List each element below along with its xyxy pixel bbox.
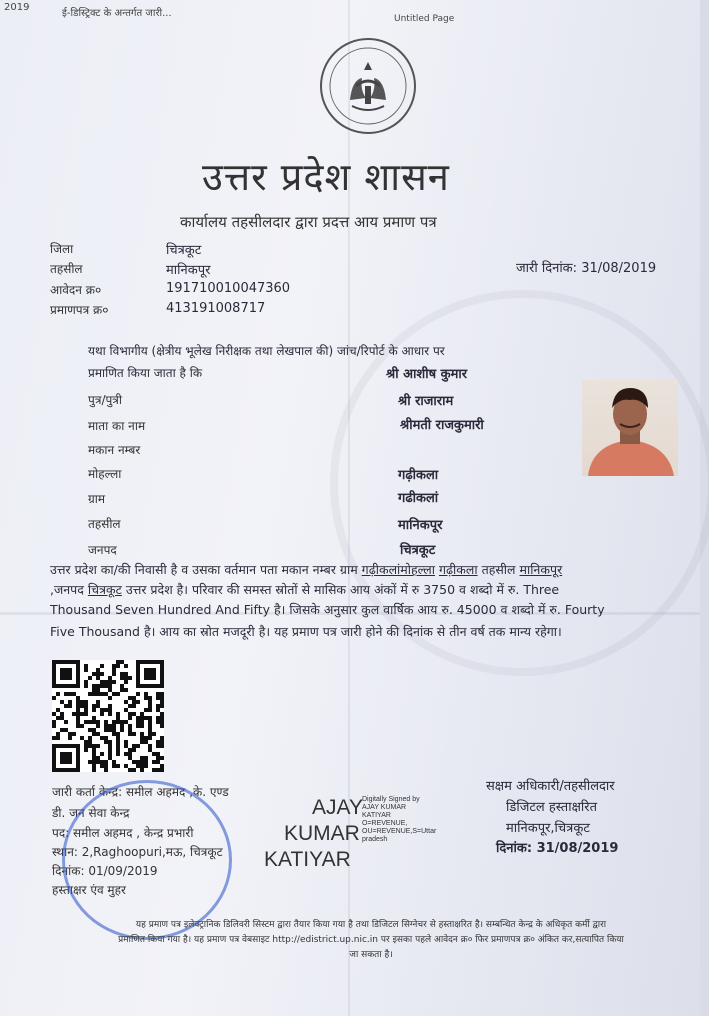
digital-sig-line: OU=REVENUE,S=Uttar (362, 828, 437, 835)
body-text: ,जनपद (50, 582, 88, 597)
qr-code (52, 660, 164, 772)
village-value: गढीकलां (398, 491, 439, 506)
locality-text: गढ़ीकला (438, 562, 478, 577)
body-line-4: Five Thousand है। आय का स्रोत मजदूरी है। यह प्रमाण पत्र जारी होने की दिनांक से तीन वर्ष तक मान्य रहेगा। (50, 624, 562, 639)
person-tehsil-value: मानिकपूर (398, 518, 443, 533)
up-govt-emblem (320, 38, 416, 134)
official-stamp (62, 780, 232, 940)
page-title: उत्तर प्रदेश शासन (202, 155, 450, 199)
applicant-photo (582, 380, 678, 476)
district-value: चित्रकूट (166, 243, 202, 258)
application-no-label: आवेदन क्र० (50, 283, 102, 297)
locality-value: गढ़ीकला (398, 468, 439, 483)
house-no-label: मकान नम्बर (88, 443, 141, 457)
tehsil-value: मानिकपूर (166, 263, 211, 278)
issuer-line-1: जारी कर्ता केन्द्र: समील अहमद ,के. एण्ड (52, 785, 229, 799)
authority-date (496, 838, 618, 856)
signer-name-2: KUMAR (284, 822, 360, 845)
issuer-line-6: हस्ताक्षर एंव मुहर (52, 883, 126, 897)
footer-line-2: प्रमाणित किया गया है। यह प्रमाण पत्र वेबसाइट http://edistrict.up.nic.in पर इसका पहले आवेदन क्र० फिर प्रमाणपत्र क्र० अंकित कर,सत्यापित किया (118, 935, 624, 945)
intro-line-2: प्रमाणित किया जाता है कि (88, 366, 203, 380)
tehsil-text-label: तहसील (477, 562, 520, 577)
father-value: श्री राजाराम (398, 394, 454, 409)
person-district-value: चित्रकूट (400, 543, 436, 558)
district-text: चित्रकूट (87, 582, 122, 597)
signer-name-1: AJAY (312, 796, 363, 819)
village-text: गढ़ीकलांमोहल्ला (361, 562, 435, 577)
issuer-line-3: पद: समील अहमद , केन्द्र प्रभारी (52, 826, 194, 840)
issue-date (516, 258, 656, 276)
district-label: जिला (50, 242, 74, 256)
authority-line-1: सक्षम अधिकारी/तहसीलदार (486, 779, 615, 794)
father-label: पुत्र/पुत्री (88, 393, 123, 407)
tehsil-text: मानिकपूर (519, 562, 563, 577)
body-line-2 (50, 580, 559, 600)
tehsil-label: तहसील (50, 262, 83, 276)
mother-label: माता का नाम (88, 419, 146, 433)
body-line-1 (50, 560, 562, 580)
qr-code-icon (52, 660, 164, 772)
emblem-icon (322, 40, 414, 132)
footer-note (56, 918, 686, 963)
person-photo-icon (582, 380, 678, 476)
digital-sig-line: KATIYAR (362, 812, 391, 819)
digital-sig-line: Digitally Signed by (362, 796, 420, 803)
digital-sig-line: pradesh (362, 836, 388, 843)
digital-signature-text (362, 796, 436, 844)
applicant-name: श्री आशीष कुमार (386, 367, 468, 382)
authority-date-value: 31/08/2019 (536, 841, 619, 856)
issue-date-label: जारी दिनांक: (516, 261, 578, 276)
village-label: ग्राम (88, 492, 106, 506)
locality-label: मोहल्ला (88, 467, 122, 481)
authority-date-label: दिनांक: (496, 841, 533, 856)
person-tehsil-label: तहसील (88, 517, 121, 531)
person-district-label: जनपद (88, 543, 117, 557)
body-text: उत्तर प्रदेश है। परिवार की समस्त स्रोतों से मासिक आय अंकों में रु 3750 व शब्दो में रु. Three (121, 582, 560, 597)
body-text: उत्तर प्रदेश का/की निवासी है व उसका वर्तमान पता मकान नम्बर ग्राम (50, 562, 362, 577)
issuer-line-4: स्थान: 2,Raghoopuri,मऊ, चित्रकूट (52, 845, 223, 859)
application-no-value: 191710010047360 (166, 281, 291, 296)
body-line-3: Thousand Seven Hundred And Fifty है। जिसके अनुसार कुल वार्षिक आय रु. 45000 व शब्दो में रु. Fourty (50, 602, 605, 617)
certificate-no-value: 413191008717 (166, 301, 266, 316)
authority-line-3: मानिकपूर,चित्रकूट (506, 821, 590, 836)
footer-line-1: यह प्रमाण पत्र इलेक्ट्रानिक डिलिवरी सिस्टम द्वारा तैयार किया गया है तथा डिजिटल सिग्नेचर से हस्ताक्षरित है। सम्बन्धित केन्द्र के अधिकृत कर्मी द्वारा (135, 920, 607, 930)
certificate-no-label: प्रमाणपत्र क्र० (50, 303, 109, 317)
issuer-line-5: दिनांक: 01/09/2019 (52, 864, 158, 878)
authority-line-2: डिजिटल हस्ताक्षरित (506, 800, 597, 815)
footer-line-3: जा सकता है। (349, 950, 393, 960)
edistrict-note: ई-डिस्ट्रिक्ट के अन्तर्गत जारी... (62, 8, 172, 19)
issuer-line-2: डी. जन सेवा केन्द्र (52, 806, 130, 820)
digital-sig-line: AJAY KUMAR (362, 804, 407, 811)
year-text: 2019 (4, 2, 30, 13)
issue-date-value: 31/08/2019 (581, 261, 657, 276)
digital-sig-line: O=REVENUE, (362, 820, 408, 827)
untitled-page-text: Untitled Page (394, 14, 455, 24)
signer-name-3: KATIYAR (264, 848, 351, 871)
intro-line-1: यथा विभागीय (क्षेत्रीय भूलेख निरीक्षक तथा लेखपाल की) जांच/रिपोर्ट के आधार पर (88, 344, 445, 358)
mother-value: श्रीमती राजकुमारी (400, 418, 484, 433)
page-subtitle: कार्यालय तहसीलदार द्वारा प्रदत्त आय प्रमाण पत्र (180, 213, 437, 231)
